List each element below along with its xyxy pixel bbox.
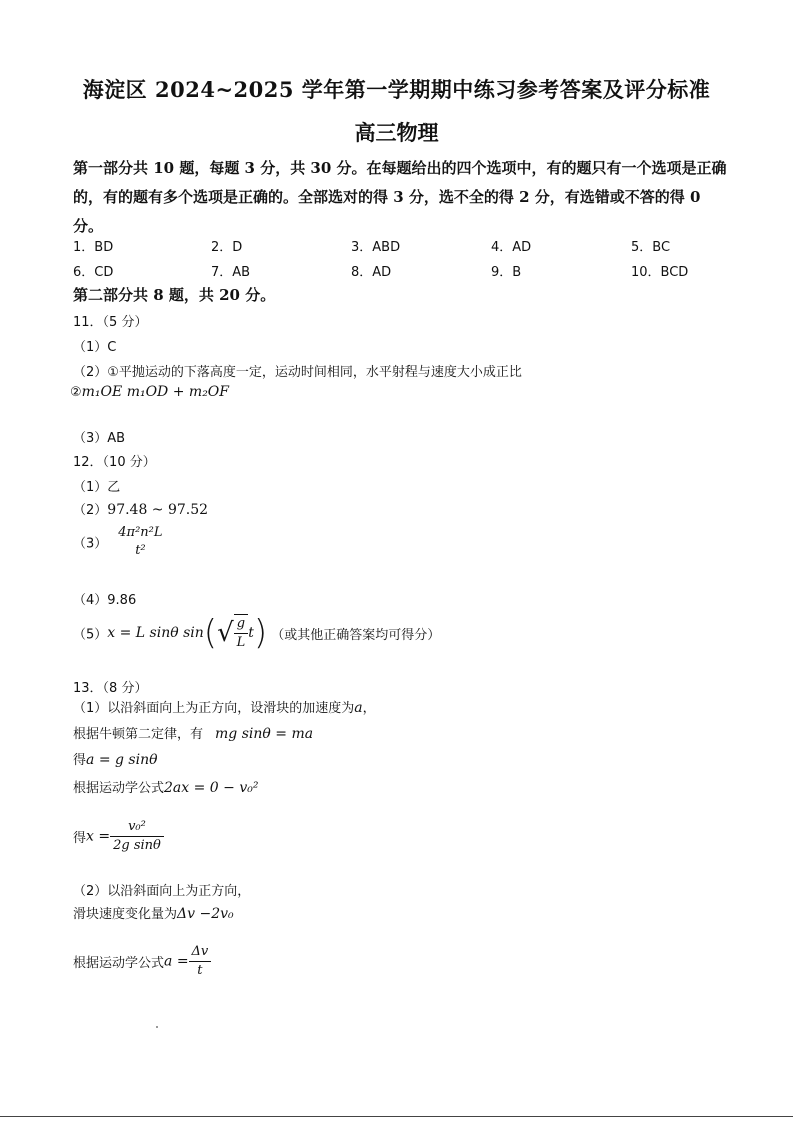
answer-6: 6．CD [73, 265, 114, 280]
q12-right-paren: ) [253, 613, 268, 653]
q13-x-lhs: x = [86, 828, 111, 845]
q13-delta-v-formula: Δv −2v₀ [177, 906, 234, 922]
q12-length-range: 97.48 ~ 97.52 [107, 502, 209, 518]
q13-line-1-end: ， [362, 701, 376, 716]
q12-answer-5-prefix: （5） [73, 627, 108, 643]
answer-1: 1．BD [73, 240, 114, 255]
sqrt-icon: √ [217, 618, 234, 648]
q13-line-7-text: 滑块速度变化量为 [73, 907, 178, 922]
q12-label: 12．（10 分） [73, 455, 156, 470]
q13-line-7 [73, 903, 234, 922]
q13-a-denominator: t [197, 963, 203, 978]
q13-line-5 [73, 818, 164, 855]
speck-mark [156, 1026, 158, 1028]
q13-a-lhs: a = [164, 953, 189, 970]
answer-9: 9．B [491, 265, 522, 280]
q13-x-fraction [110, 818, 164, 855]
q12-sqrt-denominator: L [236, 635, 246, 650]
q13-accel-var: a [354, 700, 363, 716]
q11-answer-1: （1）C [73, 340, 117, 355]
answer-7: 7．AB [211, 265, 251, 280]
q13-line-8 [73, 943, 211, 980]
q12-time-var: t [248, 625, 254, 641]
q12-answer-4: （4）9.86 [73, 593, 137, 608]
q13-accel-result: a = g sinθ [86, 752, 158, 768]
q12-answer-3 [73, 524, 166, 560]
q13-line-3-text: 得 [73, 753, 87, 768]
q12-sqrt-numerator: g [234, 615, 249, 634]
q13-line-1-text: （1）以沿斜面向上为正方向，设滑块的加速度为 [73, 701, 355, 716]
q12-g-numerator: 4π²n²L [118, 525, 163, 540]
q12-left-paren: ( [203, 613, 218, 653]
q11-answer-2b-prefix: ② [70, 385, 82, 400]
answer-8: 8．AD [351, 265, 392, 280]
q12-note: （或其他正确答案均可得分） [271, 627, 441, 643]
page-subtitle: 高三物理 [354, 120, 439, 145]
q12-g-denominator: t² [135, 543, 146, 558]
q13-x-denominator: 2g sinθ [113, 838, 161, 853]
q11-label: 11．（5 分） [73, 315, 148, 330]
q13-line-2 [73, 723, 313, 742]
q12-sqrt-fraction [234, 614, 249, 652]
q12-answer-3-prefix: （3） [73, 536, 108, 552]
q11-answer-2b [70, 384, 229, 400]
q13-x-numerator: v₀² [110, 818, 164, 837]
q11-answer-2: （2）①平抛运动的下落高度一定，运动时间相同，水平射程与速度大小成正比 [73, 365, 522, 380]
q13-line-4 [73, 777, 258, 796]
q13-line-4-text: 根据运动学公式 [73, 781, 165, 796]
page-bottom-divider [0, 1116, 793, 1117]
q13-line-2-text: 根据牛顿第二定律，有 [73, 727, 204, 742]
q12-answer-2 [73, 499, 208, 518]
answer-5: 5．BC [631, 240, 671, 255]
q11-momentum-formula: m₁OE m₁OD + m₂OF [81, 384, 229, 400]
q13-label: 13．（8 分） [73, 681, 148, 696]
q12-answer-2-prefix: （2） [73, 503, 108, 518]
q13-a-fraction [189, 943, 212, 980]
part2-heading: 第二部分共 8 题，共 20 分。 [73, 286, 276, 304]
answer-2: 2．D [211, 240, 243, 255]
q12-answer-1: （1）乙 [73, 480, 121, 495]
answer-4: 4．AD [491, 240, 532, 255]
q13-line-3 [73, 749, 158, 768]
q13-line-8-text: 根据运动学公式 [73, 956, 165, 971]
page-title: 海淀区 2024~2025 学年第一学期期中练习参考答案及评分标准 [82, 77, 711, 102]
answer-3: 3．ABD [351, 240, 401, 255]
q13-newton-formula: mg sinθ = ma [215, 726, 314, 742]
part1-intro: 第一部分共 10 题，每题 3 分，共 30 分。在每题给出的四个选项中，有的题只有一个选项是正确的，有的题有多个选项是正确的。全部选对的得 3 分，选不全的得 2 分，有选错或不答的得 0 分。 [73, 159, 727, 235]
q11-answer-3: （3）AB [73, 431, 126, 446]
q13-line-6: （2）以沿斜面向上为正方向， [73, 884, 251, 899]
q13-a-numerator: Δv [189, 943, 212, 962]
q12-displacement-formula: x = L sinθ sin [107, 625, 204, 641]
q13-kinematic-formula: 2ax = 0 − v₀² [164, 780, 259, 796]
answer-10: 10．BCD [631, 265, 689, 280]
q13-line-1 [73, 697, 376, 716]
q13-line-5-text: 得 [73, 831, 87, 846]
q12-answer-5 [73, 613, 440, 653]
q12-g-fraction [115, 524, 165, 560]
